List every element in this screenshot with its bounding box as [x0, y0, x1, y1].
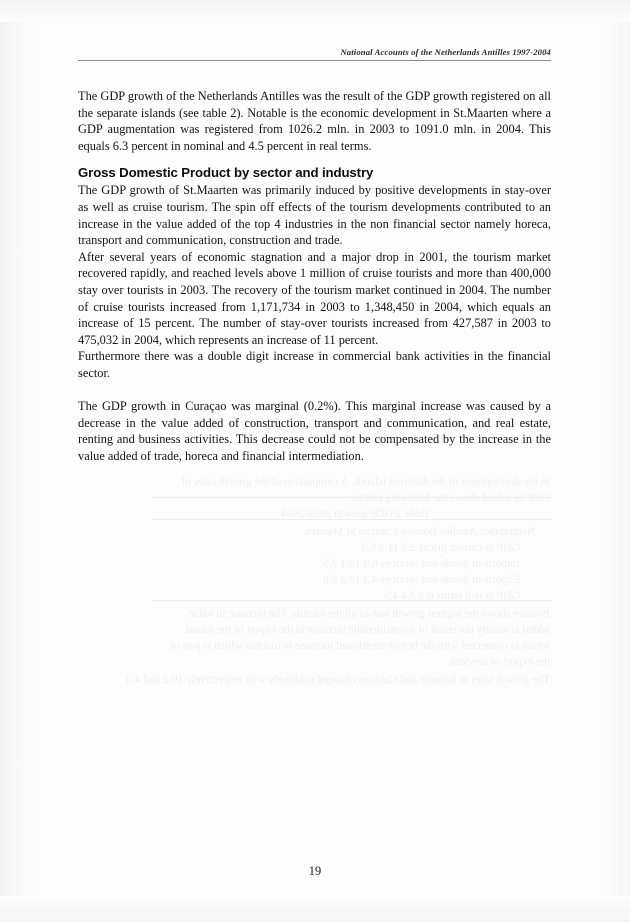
show-through-line: The growth rates in Bonaire and Curacao changed positively with respectively 10.2 and 4.3 — [125, 673, 550, 686]
show-through-line: GDP by island shows the following picture: — [346, 491, 550, 504]
section-heading-gdp-by-sector: Gross Domestic Product by sector and industry — [78, 165, 374, 181]
show-through-rule — [152, 497, 552, 498]
show-through-line: Imports of goods and services 6.9 10.1 7.5 — [322, 557, 520, 570]
scan-gutter-shading — [0, 0, 44, 922]
paragraph-gdp-growth-antilles: The GDP growth of the Netherlands Antilles was the result of the GDP growth registered on all the separate islands (see table 2). Notable is the economic development in St.Maarten where a GDP augmentation was registered from 1026.2 mln. in 2003 to 1091.0 mln. in 2004. This equals 6.3 percent in nominal and 4.5 percent in real terms. — [78, 89, 551, 153]
running-header-text: National Accounts of the Netherlands Antilles 1997-2004 — [340, 47, 551, 57]
show-through-line: GDP in current prices 2.5 11.2 6.3 — [361, 541, 520, 554]
scan-edge-top-shading — [0, 0, 630, 22]
paragraph-curacao-growth: The GDP growth in Curaçao was marginal (0.2%). This marginal increase was caused by a decrease in the value added of construction, transport and communication, and real estate, renting and business activities. This decrease could not be compensated by the increase in the value added of trade, horeca and financial intermediation. — [78, 399, 551, 463]
scan-edge-right-shading — [604, 0, 630, 922]
show-through-line: the export of services. — [447, 655, 550, 668]
show-through-rule — [152, 519, 552, 520]
show-through-line: Exports of goods and services 4.3 10.2 5.8 — [322, 573, 520, 586]
paragraph-financial-sector: Furthermore there was a double digit increase in commercial bank activities in the financial sector. — [78, 349, 551, 380]
show-through-line: which is connected with the before mentioned increase in tourism which is part of — [169, 639, 550, 652]
show-through-line: added is mainly the result of a considerable increase in the export of the island, — [183, 623, 550, 636]
running-header — [78, 47, 551, 61]
show-through-line: Table 2 GDP growth 2003-2004 — [281, 507, 430, 520]
scan-edge-bottom-shading — [0, 896, 630, 922]
show-through-rule — [152, 600, 552, 601]
show-through-line: GDP in real terms 0.2 3.4 4.5 — [384, 589, 520, 602]
paragraph-tourism-recovery: After several years of economic stagnation and a major drop in 2001, the tourism market recovered rapidly, and reached levels above 1 million of cruise tourists and more than 400,000 stay over tourists in 2003. The recovery of the tourism market continued in 2004. The number of cruise tourists increased from 1,171,734 in 2003 to 1,348,450 in 2004, which equals an increase of 15 percent. The number of stay-over tourists increased from 427,587 in 2003 to 475,032 in 2004, which represents an increase of 11 percent. — [78, 249, 551, 347]
show-through-line: Netherlands Antilles Bonaire Curacao St.Maarten — [304, 525, 535, 538]
page-number: 19 — [308, 864, 322, 878]
body-content — [78, 88, 551, 464]
show-through-line: Bonaire shows the highest growth rate of all the islands. The increase in value — [188, 607, 550, 620]
show-through-line: in the development of the different islands. A comparison of the growth rates of — [181, 475, 550, 488]
paragraph-stmaarten-tourism: The GDP growth of St.Maarten was primarily induced by positive developments in stay-over as well as cruise tourism. The spin off effects of the tourism developments contributed to an increase in the value added of the top 4 industries in the non financial sector namely horeca, transport and communication, construction and trade. — [78, 183, 551, 248]
header-divider — [78, 60, 551, 61]
